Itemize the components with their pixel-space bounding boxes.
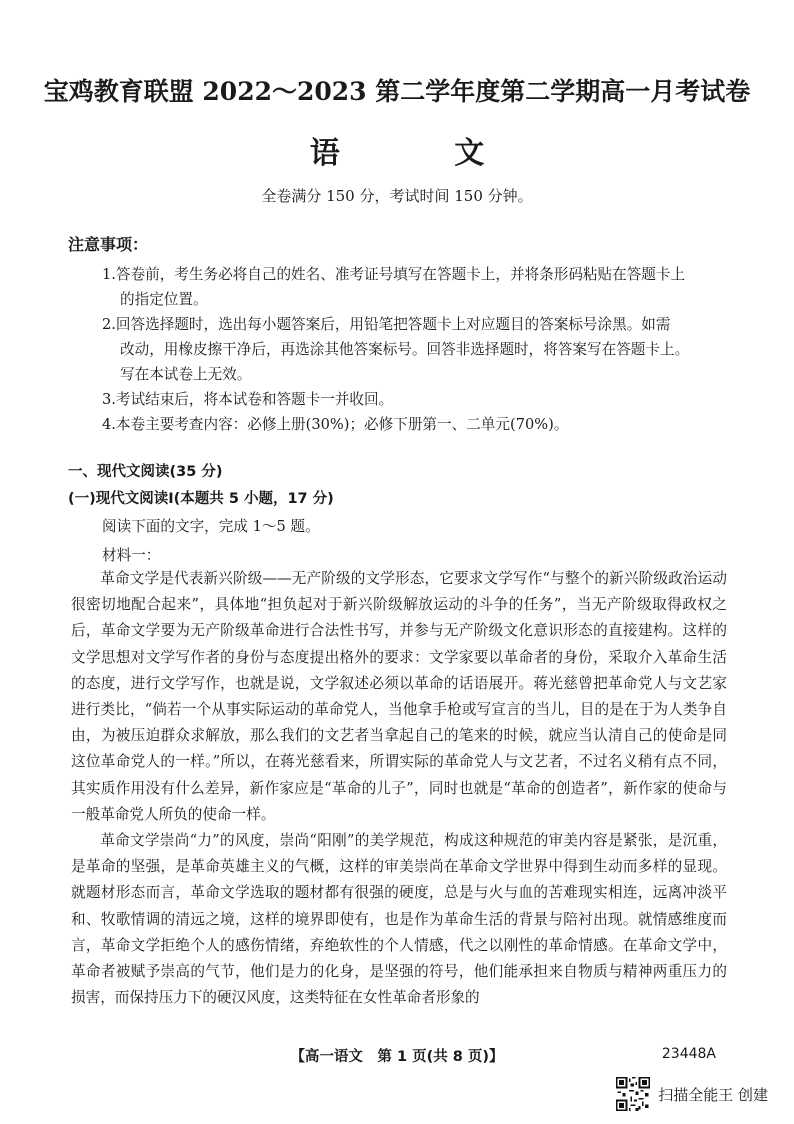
page-footer: 【高一语文 第 1 页(共 8 页)】: [290, 1049, 504, 1065]
notice-item: 2.回答选择题时，选出每小题答案后，用铅笔把答题卡上对应题目的答案标号涂黑。如需: [102, 316, 671, 333]
passage-body: [71, 566, 727, 1011]
exam-title: 宝鸡教育联盟 2022～2023 第二学年度第二学期高一月考试卷: [43, 77, 751, 106]
qr-code-icon: [616, 1077, 650, 1111]
notice-item: 的指定位置。: [120, 291, 208, 308]
passage-paragraph: 革命文学崇尚“力”的风度，崇尚“阳刚”的美学规范，构成这种规范的审美内容是紧张，是沉重，是革命的坚强，是革命英雄主义的气概，这样的审美崇尚在革命文学世界中得到生动而多样的显现。就题材形态而言，革命文学选取的题材都有很强的硬度，总是与火与血的苦难现实相连，远离冲淡平和、牧歌情调的清远之境，这样的境界即使有，也是作为革命生活的背景与陪衬出现。就情感维度而言，革命文学拒绝个人的感伤情绪，弃绝软性的个人情感，代之以刚性的革命情感。在革命文学中，革命者被赋予崇高的气节，他们是力的化身，是坚强的符号，他们能承担来自物质与精神两重压力的损害，而保持压力下的硬汉风度，这类特征在女性革命者形象的: [71, 832, 727, 1007]
subject-title: 语 文: [309, 136, 537, 171]
subsection-heading: (一)现代文阅读Ⅰ(本题共 5 小题，17 分): [68, 491, 334, 507]
notice-item: 4.本卷主要考查内容：必修上册(30%)；必修下册第一、二单元(70%)。: [102, 416, 569, 433]
paper-code: 23448A: [661, 1046, 716, 1062]
material-label: 材料一：: [102, 547, 161, 564]
score-line: 全卷满分 150 分，考试时间 150 分钟。: [261, 187, 533, 205]
notice-heading: 注意事项：: [68, 235, 149, 254]
scanner-watermark: [616, 1076, 768, 1112]
notice-list: [102, 262, 742, 437]
reading-instruction: 阅读下面的文字，完成 1～5 题。: [102, 518, 320, 535]
notice-item: 3.考试结束后，将本试卷和答题卡一并收回。: [102, 391, 394, 408]
watermark-text: 扫描全能王 创建: [658, 1085, 768, 1104]
notice-item: 写在本试卷上无效。: [120, 366, 252, 383]
passage-paragraph: 革命文学是代表新兴阶级——无产阶级的文学形态，它要求文学写作“与整个的新兴阶级政治运动很密切地配合起来”，具体地“担负起对于新兴阶级解放运动的斗争的任务”，当无产阶级取得政权之后，革命文学要为无产阶级革命进行合法性书写，并参与无产阶级文化意识形态的直接建构。这样的文学思想对文学写作者的身份与态度提出格外的要求：文学家要以革命者的身份，采取介入革命生活的态度，进行文学写作，也就是说，文学叙述必须以革命的话语展开。蒋光慈曾把革命党人与文艺家进行类比，“倘若一个从事实际运动的革命党人，当他拿手枪或写宣言的当儿，目的是在于为人类争自由，为被压迫群众求解放，那么我们的文艺者当拿起自己的笔来的时候，就应当认清自己的使命是同这位革命党人的一样。”所以，在蒋光慈看来，所谓实际的革命党人与文艺者，不过名义稍有点不同，其实质作用没有什么差异，新作家应是“革命的儿子”，同时也就是“革命的创造者”，新作家的使命与一般革命党人所负的使命一样。: [71, 570, 727, 823]
notice-item: 1.答卷前，考生务必将自己的姓名、准考证号填写在答题卡上，并将条形码粘贴在答题卡上: [102, 266, 686, 283]
section-heading: 一、现代文阅读(35 分): [68, 464, 223, 480]
notice-item: 改动，用橡皮擦干净后，再选涂其他答案标号。回答非选择题时，将答案写在答题卡上。: [120, 341, 690, 358]
